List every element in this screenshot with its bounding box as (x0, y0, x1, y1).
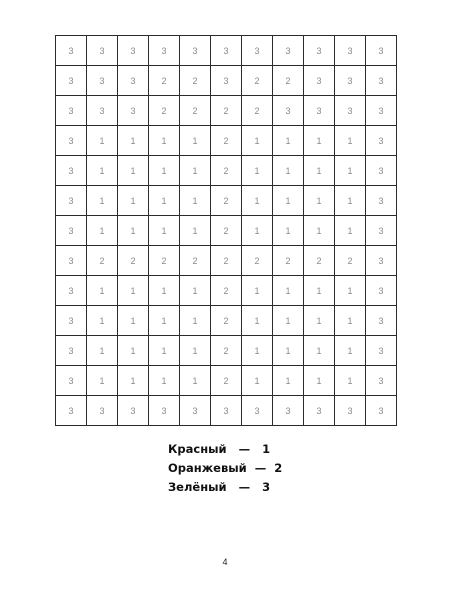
grid-cell: 3 (87, 66, 118, 96)
grid-cell: 1 (118, 216, 149, 246)
grid-cell: 2 (335, 246, 366, 276)
grid-cell: 3 (56, 216, 87, 246)
grid-cell: 1 (180, 306, 211, 336)
grid-cell: 1 (304, 336, 335, 366)
grid-cell: 3 (273, 36, 304, 66)
grid-cell: 1 (118, 366, 149, 396)
grid-cell: 1 (87, 186, 118, 216)
grid-row (56, 336, 397, 366)
grid-cell: 3 (56, 36, 87, 66)
grid-cell: 1 (180, 336, 211, 366)
grid-row (56, 126, 397, 156)
grid-cell: 1 (87, 366, 118, 396)
legend-number: 3 (262, 480, 271, 494)
grid-cell: 3 (56, 186, 87, 216)
legend-color-name: Красный (168, 442, 227, 456)
grid-cell: 1 (180, 276, 211, 306)
grid-cell: 2 (211, 366, 242, 396)
grid-cell: 1 (242, 216, 273, 246)
grid-cell: 1 (242, 126, 273, 156)
grid-row (56, 156, 397, 186)
grid-cell: 3 (366, 96, 397, 126)
grid-row (56, 276, 397, 306)
grid-cell: 2 (87, 246, 118, 276)
grid-cell: 1 (180, 216, 211, 246)
grid-cell: 3 (56, 366, 87, 396)
grid-cell: 1 (242, 186, 273, 216)
grid-cell: 3 (366, 366, 397, 396)
grid-cell: 1 (304, 126, 335, 156)
legend-item-orange (168, 459, 282, 478)
grid-cell: 3 (118, 96, 149, 126)
legend-item-green (168, 478, 282, 497)
grid-cell: 3 (56, 276, 87, 306)
legend-color-name: Зелёный (168, 480, 227, 494)
grid-row (56, 246, 397, 276)
grid-cell: 3 (242, 396, 273, 426)
grid-cell: 1 (118, 156, 149, 186)
grid-cell: 1 (242, 156, 273, 186)
grid-cell: 3 (56, 336, 87, 366)
grid-cell: 3 (56, 306, 87, 336)
grid-cell: 2 (118, 246, 149, 276)
grid-cell: 1 (304, 306, 335, 336)
grid-cell: 3 (118, 66, 149, 96)
grid-cell: 1 (149, 156, 180, 186)
legend-dash: — (254, 461, 267, 475)
grid-cell: 2 (180, 66, 211, 96)
grid-cell: 2 (211, 276, 242, 306)
grid-cell: 3 (366, 276, 397, 306)
grid-cell: 3 (273, 96, 304, 126)
grid-cell: 3 (366, 66, 397, 96)
grid-cell: 1 (335, 276, 366, 306)
grid-cell: 1 (149, 306, 180, 336)
grid-cell: 1 (335, 216, 366, 246)
grid-cell: 2 (149, 246, 180, 276)
grid-cell: 1 (304, 216, 335, 246)
grid-cell: 3 (366, 306, 397, 336)
grid-cell: 2 (242, 66, 273, 96)
grid-cell: 1 (87, 306, 118, 336)
grid-cell: 2 (242, 246, 273, 276)
grid-cell: 1 (149, 366, 180, 396)
grid-cell: 3 (366, 156, 397, 186)
grid-cell: 2 (211, 96, 242, 126)
grid-cell: 3 (87, 396, 118, 426)
grid-cell: 3 (211, 396, 242, 426)
grid-cell: 3 (366, 126, 397, 156)
grid-cell: 1 (273, 126, 304, 156)
grid-cell: 2 (211, 246, 242, 276)
grid-row (56, 396, 397, 426)
grid-cell: 1 (149, 186, 180, 216)
page-number: 4 (222, 557, 228, 567)
grid-cell: 1 (273, 186, 304, 216)
grid-cell: 3 (242, 36, 273, 66)
coloring-grid (55, 35, 397, 426)
grid-cell: 1 (87, 216, 118, 246)
grid-row (56, 96, 397, 126)
grid-cell: 3 (366, 336, 397, 366)
grid-cell: 2 (273, 246, 304, 276)
grid-cell: 1 (118, 336, 149, 366)
grid-cell: 1 (273, 216, 304, 246)
grid-cell: 1 (180, 126, 211, 156)
grid-cell: 1 (180, 366, 211, 396)
grid-cell: 1 (273, 156, 304, 186)
grid-cell: 1 (335, 336, 366, 366)
grid-cell: 3 (56, 396, 87, 426)
grid-cell: 1 (242, 276, 273, 306)
grid-cell: 3 (56, 66, 87, 96)
grid-cell: 3 (304, 36, 335, 66)
grid-cell: 1 (273, 306, 304, 336)
grid-cell: 3 (149, 36, 180, 66)
grid-cell: 3 (149, 396, 180, 426)
legend-dash: — (238, 480, 251, 494)
grid-cell: 2 (242, 96, 273, 126)
grid-cell: 3 (366, 216, 397, 246)
grid-cell: 3 (87, 96, 118, 126)
grid-cell: 1 (273, 276, 304, 306)
grid-cell: 2 (180, 96, 211, 126)
grid-row (56, 66, 397, 96)
grid-cell: 3 (366, 246, 397, 276)
grid-cell: 1 (149, 336, 180, 366)
grid-cell: 1 (304, 186, 335, 216)
grid-cell: 1 (149, 126, 180, 156)
grid-cell: 3 (56, 156, 87, 186)
grid-cell: 1 (87, 336, 118, 366)
grid-cell: 2 (211, 336, 242, 366)
grid-cell: 2 (180, 246, 211, 276)
grid-cell: 3 (304, 66, 335, 96)
grid-cell: 3 (118, 36, 149, 66)
grid-row (56, 186, 397, 216)
grid-cell: 3 (335, 66, 366, 96)
grid-cell: 2 (211, 126, 242, 156)
grid-cell: 1 (118, 126, 149, 156)
grid-cell: 2 (149, 66, 180, 96)
grid-cell: 1 (149, 216, 180, 246)
grid-cell: 2 (211, 216, 242, 246)
legend-item-red (168, 440, 282, 459)
color-legend (168, 440, 282, 497)
grid-cell: 2 (149, 96, 180, 126)
grid-cell: 1 (335, 186, 366, 216)
grid-cell: 1 (87, 276, 118, 306)
grid-cell: 3 (87, 36, 118, 66)
grid-cell: 1 (180, 186, 211, 216)
legend-number: 2 (274, 461, 283, 475)
grid-cell: 1 (335, 126, 366, 156)
grid-cell: 1 (180, 156, 211, 186)
grid-cell: 3 (180, 36, 211, 66)
grid-row (56, 306, 397, 336)
grid-cell: 1 (304, 156, 335, 186)
grid-cell: 1 (273, 366, 304, 396)
grid-cell: 3 (211, 36, 242, 66)
grid-row (56, 366, 397, 396)
grid-cell: 3 (56, 246, 87, 276)
grid-cell: 1 (304, 366, 335, 396)
grid-cell: 1 (87, 156, 118, 186)
grid-cell: 3 (366, 396, 397, 426)
grid-cell: 3 (180, 396, 211, 426)
grid-row (56, 216, 397, 246)
grid-cell: 1 (335, 366, 366, 396)
grid-cell: 2 (304, 246, 335, 276)
grid-cell: 3 (304, 96, 335, 126)
grid-cell: 3 (56, 126, 87, 156)
grid-cell: 3 (273, 396, 304, 426)
legend-dash: — (238, 442, 251, 456)
grid-cell: 1 (304, 276, 335, 306)
grid-cell: 1 (149, 276, 180, 306)
legend-color-name: Оранжевый (168, 461, 247, 475)
grid-cell: 2 (273, 66, 304, 96)
grid-cell: 1 (273, 336, 304, 366)
grid-cell: 3 (335, 396, 366, 426)
grid-cell: 3 (366, 186, 397, 216)
grid-cell: 1 (242, 306, 273, 336)
grid-cell: 1 (118, 276, 149, 306)
grid-cell: 1 (335, 156, 366, 186)
grid-cell: 1 (118, 306, 149, 336)
grid-cell: 3 (366, 36, 397, 66)
grid-cell: 2 (211, 306, 242, 336)
grid-cell: 3 (118, 396, 149, 426)
grid-cell: 1 (87, 126, 118, 156)
grid-cell: 3 (335, 36, 366, 66)
grid-row (56, 36, 397, 66)
grid-cell: 1 (242, 366, 273, 396)
grid-cell: 3 (335, 96, 366, 126)
grid-cell: 2 (211, 186, 242, 216)
grid-cell: 2 (211, 156, 242, 186)
grid-cell: 1 (242, 336, 273, 366)
legend-number: 1 (262, 442, 271, 456)
grid-cell: 3 (304, 396, 335, 426)
grid-cell: 1 (118, 186, 149, 216)
grid-cell: 1 (335, 306, 366, 336)
grid-cell: 3 (211, 66, 242, 96)
grid-cell: 3 (56, 96, 87, 126)
